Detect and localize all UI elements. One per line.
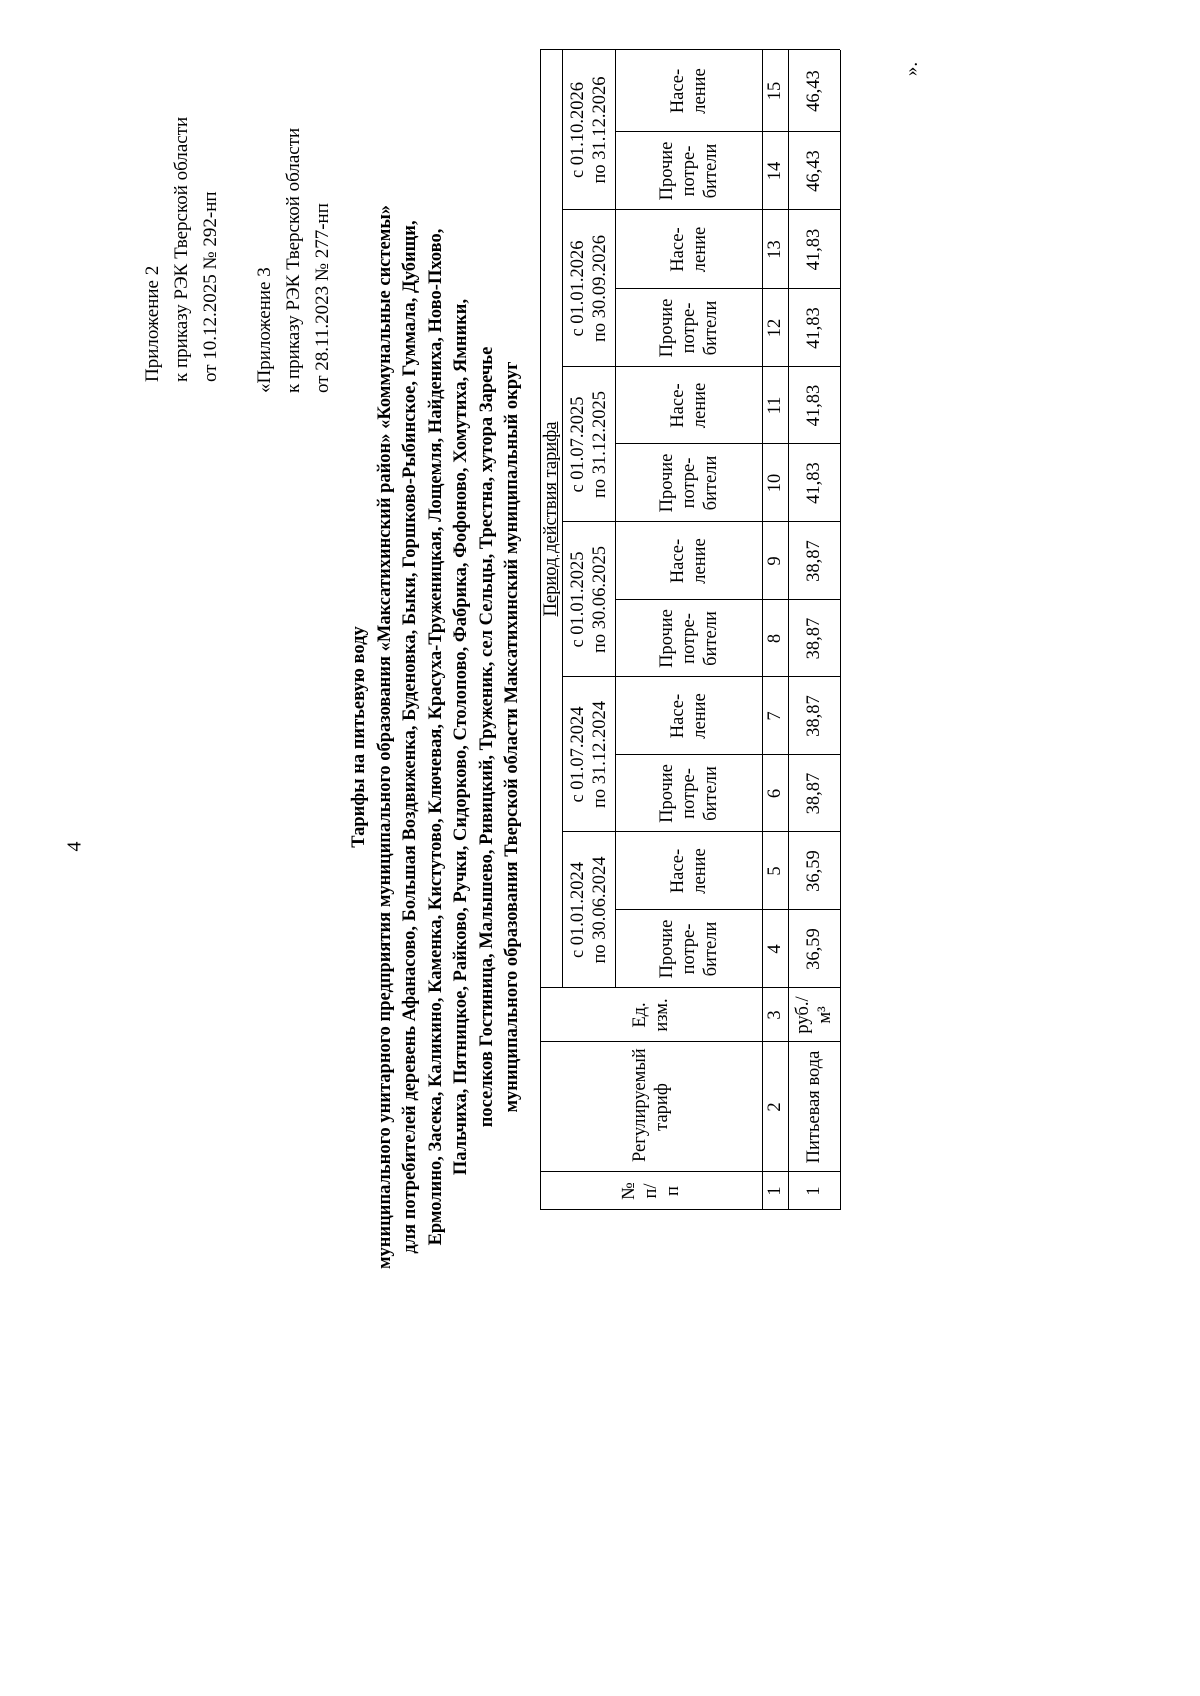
index-cell: [762, 677, 788, 755]
tariff-value: 36,59: [804, 928, 824, 970]
period-range: [562, 832, 615, 988]
row-unit: [788, 988, 840, 1042]
tariff-value-cell: [788, 132, 840, 210]
index-cell: [762, 50, 788, 132]
closing-mark: ».: [901, 61, 923, 77]
index-cell: [762, 444, 788, 522]
tariff-table: [540, 50, 1095, 1210]
title-line7: муниципального образования Тверской области Максатихинский муниципальный округ: [502, 361, 522, 1113]
tariff-value-cell: [788, 677, 840, 755]
header-tariff: Регулируемый тариф: [630, 1048, 672, 1162]
tariff-value-cell: [788, 210, 840, 289]
subheader-other-part: бители: [700, 300, 721, 356]
appendix-current: [138, 117, 225, 382]
period-from: с 01.01.2024: [567, 861, 588, 959]
appendix-previous-line3: от 28.11.2023 № 277-нп: [312, 203, 333, 393]
page-number: 4: [63, 841, 86, 852]
index-value: 13: [765, 240, 785, 259]
row-tariff: [788, 1042, 840, 1172]
title-line3: для потребителей деревень Афанасово, Большая Воздвиженка, Буденовка, Быки, Горшково-Рыбинское, Гуммала, Дубищи,: [400, 220, 420, 1254]
subheader-other: [615, 600, 762, 677]
subheader-population-part: ление: [689, 68, 710, 114]
subheader-population-part: Насе-: [667, 848, 688, 894]
subheader-other-part: потре-: [678, 302, 699, 354]
subheader-population: [615, 832, 762, 910]
row-unit-value: руб./м³: [793, 996, 835, 1034]
tariff-value: 41,83: [804, 228, 824, 271]
subheader-other-part: Прочие: [656, 919, 677, 979]
title-line1: Тарифы на питьевую воду: [349, 626, 369, 848]
subheader-other-part: потре-: [678, 457, 699, 509]
header-unit: Ед. изм.: [630, 998, 672, 1032]
subheader-population-part: ление: [689, 848, 710, 894]
index-cell: [762, 289, 788, 367]
header-num: № п/ п: [619, 1182, 683, 1200]
table-border: [840, 50, 841, 1210]
subheader-population: [615, 367, 762, 444]
tariff-value-cell: [788, 522, 840, 600]
index-value: 12: [765, 318, 785, 338]
index-cell: [762, 600, 788, 677]
subheader-population-part: ление: [689, 226, 710, 273]
subheader-population-part: Насе-: [667, 383, 688, 428]
subheader-other-part: Прочие: [656, 609, 677, 668]
index-cell: [762, 832, 788, 910]
tariff-value-cell: [788, 600, 840, 677]
tariff-value-cell: [788, 910, 840, 988]
subheader-other-part: Прочие: [656, 453, 677, 513]
tariff-value-cell: [788, 444, 840, 522]
period-from: с 01.07.2025: [567, 396, 588, 493]
period-to: по 31.12.2024: [589, 700, 610, 809]
tariff-value-cell: [788, 367, 840, 444]
index-cell: [762, 522, 788, 600]
subheader-other-part: бители: [700, 143, 721, 199]
subheader-other: [615, 910, 762, 988]
subheader-population-part: Насе-: [667, 68, 688, 114]
index-value: 4: [765, 944, 785, 954]
index-value: 9: [765, 556, 785, 566]
index-value: 8: [765, 633, 785, 644]
tariff-value: 46,43: [804, 70, 824, 112]
appendix-previous-line2: к приказу РЭК Тверской области: [283, 127, 304, 393]
subheader-other-part: бители: [700, 611, 721, 666]
period-range: [562, 677, 615, 832]
subheader-other-part: потре-: [678, 923, 699, 975]
index-cell: [762, 367, 788, 444]
period-from: с 01.10.2026: [567, 81, 588, 179]
appendix-current-line3: от 10.12.2025 № 292-нп: [200, 191, 221, 382]
period-from: с 01.01.2026: [567, 240, 588, 337]
subheader-other-part: Прочие: [656, 141, 677, 201]
index-value: 6: [765, 788, 785, 799]
document-title: [347, 22, 526, 1452]
index-value: 5: [765, 866, 785, 876]
tariff-value-cell: [788, 50, 840, 132]
tariff-value: 41,83: [804, 307, 824, 349]
title-line4: Ермолино, Засека, Каликино, Каменка, Кистутово, Ключевая, Красуха-Труженицкая, Лощемля, Найдениха, Ново-Пхово,: [425, 228, 446, 1246]
title-line2: муниципального унитарного предприятия муниципального образования «Максатихинский район» «Коммунальные системы»: [374, 204, 395, 1270]
index-cell: [762, 910, 788, 988]
subheader-population: [615, 677, 762, 755]
subheader-other: [615, 132, 762, 210]
index-value: 1: [765, 1186, 785, 1196]
title-line5: Пальчиха, Пятницкое, Райково, Ручки, Сидорково, Столопово, Фабрика, Фофоново, Хомутиха, Ямники,: [451, 298, 471, 1176]
tariff-value-cell: [788, 289, 840, 367]
tariff-value: 38,87: [804, 772, 824, 815]
period-to: по 31.12.2025: [589, 390, 610, 499]
period-to: по 30.06.2025: [589, 545, 610, 654]
subheader-population-part: Насе-: [667, 538, 688, 584]
tariff-value: 38,87: [804, 617, 824, 660]
subheader-other: [615, 444, 762, 522]
period-range: [562, 50, 615, 210]
subheader-other-part: потре-: [678, 145, 699, 197]
index-cell: [762, 755, 788, 832]
row-tariff-value: Питьевая вода: [804, 1050, 824, 1164]
index-cell: [762, 988, 788, 1042]
appendix-current-line2: к приказу РЭК Тверской области: [171, 116, 192, 382]
subheader-other-part: Прочие: [656, 764, 677, 823]
row-num: [788, 1172, 840, 1210]
subheader-population-part: Насе-: [667, 227, 688, 272]
index-value: 15: [765, 81, 785, 101]
index-value: 11: [765, 396, 785, 415]
subheader-population-part: ление: [689, 538, 710, 584]
period-range: [562, 367, 615, 522]
appendix-previous: [250, 128, 337, 393]
period-range: [562, 522, 615, 677]
tariff-value: 38,87: [804, 695, 824, 737]
subheader-population-part: ление: [689, 382, 710, 429]
index-cell: [762, 1042, 788, 1172]
tariff-value: 36,59: [804, 850, 824, 892]
subheader-population: [615, 50, 762, 132]
subheader-population-part: ление: [689, 693, 710, 739]
subheader-population: [615, 210, 762, 289]
row-num-value: 1: [804, 1186, 824, 1196]
subheader-other-part: бители: [700, 921, 721, 977]
index-value: 2: [765, 1102, 785, 1112]
subheader-other-part: бители: [700, 766, 721, 821]
tariff-value-cell: [788, 832, 840, 910]
index-cell: [762, 1172, 788, 1210]
tariff-value: 38,87: [804, 540, 824, 582]
index-value: 10: [765, 473, 785, 493]
subheader-other: [615, 755, 762, 832]
index-value: 14: [765, 161, 785, 181]
index-value: 3: [765, 1010, 785, 1020]
header-period: Период действия тарифа: [541, 421, 561, 617]
period-to: по 30.06.2024: [589, 856, 610, 964]
period-to: по 30.09.2026: [589, 234, 610, 343]
title-line6: поселков Гостиница, Малышево, Ривицкий, Труженик, сел Сельцы, Трестна, хутора Заречье: [476, 346, 497, 1128]
index-cell: [762, 132, 788, 210]
tariff-value-cell: [788, 755, 840, 832]
tariff-value: 41,83: [804, 384, 824, 427]
tariff-value: 41,83: [804, 462, 824, 504]
subheader-other-part: бители: [700, 455, 721, 511]
period-to: по 31.12.2026: [589, 76, 610, 184]
subheader-population: [615, 522, 762, 600]
period-from: с 01.07.2024: [567, 706, 588, 803]
subheader-other-part: Прочие: [656, 298, 677, 358]
period-from: с 01.01.2025: [567, 551, 588, 648]
subheader-other-part: потре-: [678, 613, 699, 664]
period-range: [562, 210, 615, 367]
appendix-previous-line1: «Приложение 3: [254, 267, 275, 393]
appendix-current-line1: Приложение 2: [142, 265, 163, 382]
subheader-other: [615, 289, 762, 367]
subheader-population-part: Насе-: [667, 693, 688, 739]
tariff-value: 46,43: [804, 150, 824, 192]
index-value: 7: [765, 711, 785, 721]
index-cell: [762, 210, 788, 289]
subheader-other-part: потре-: [678, 768, 699, 819]
